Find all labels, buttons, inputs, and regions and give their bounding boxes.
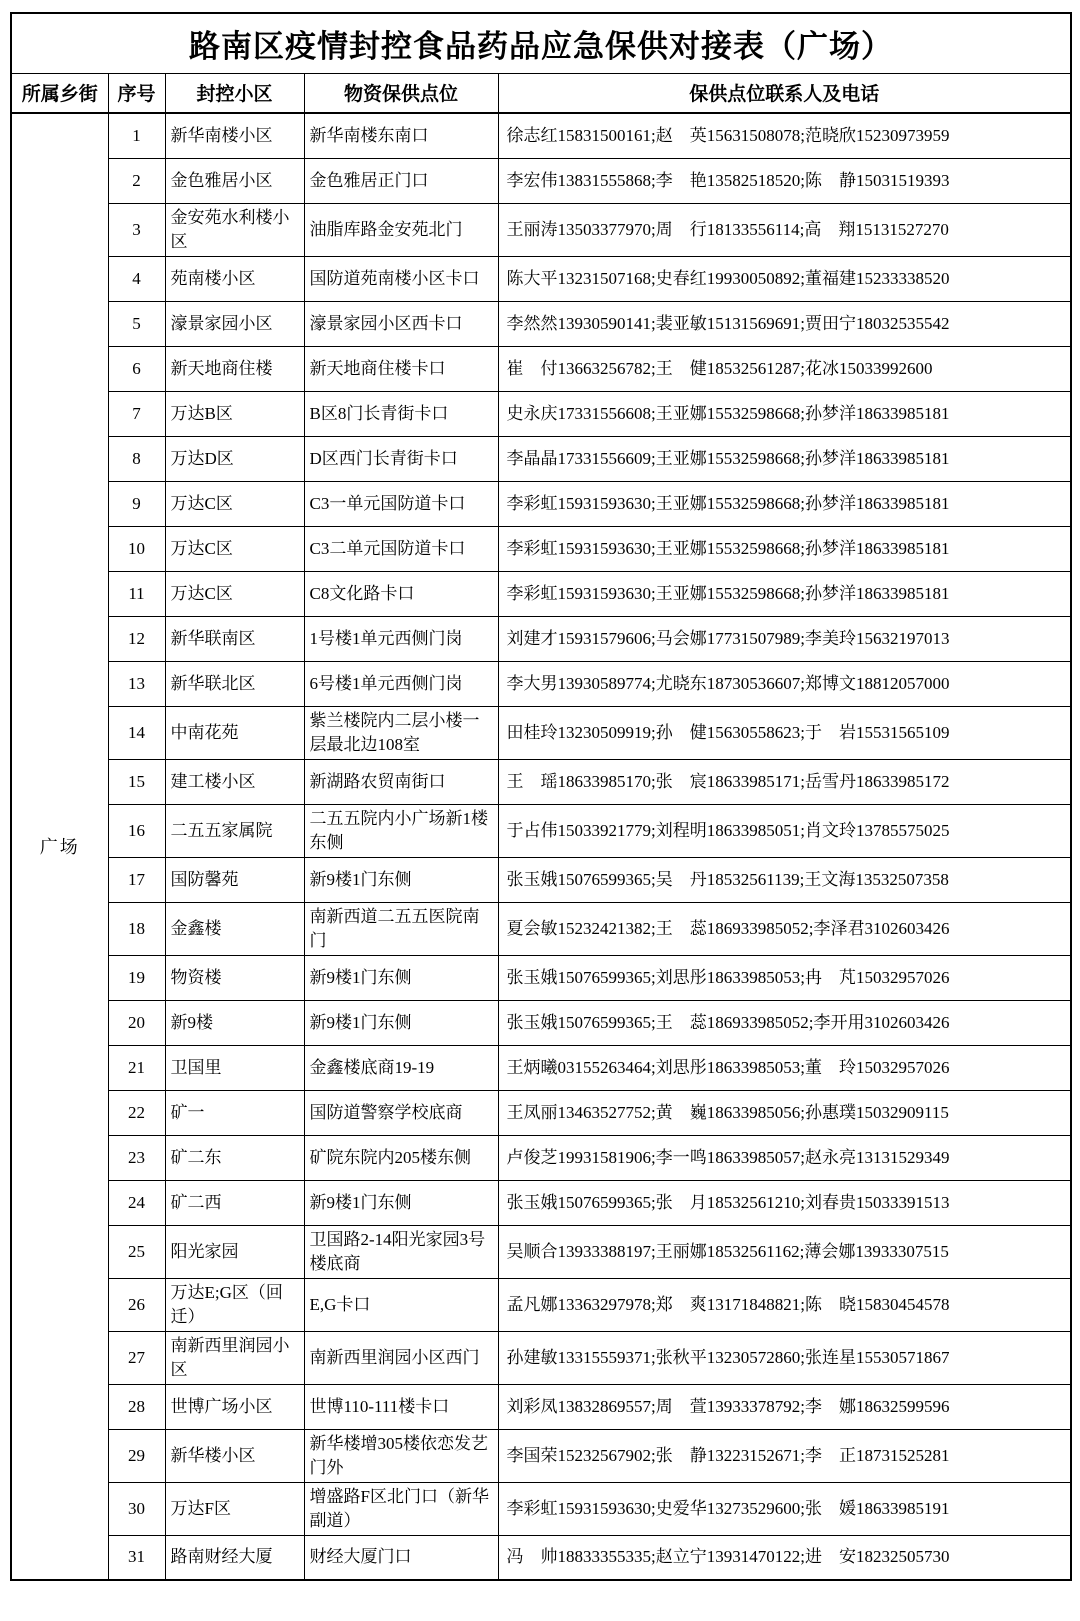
table-row bbox=[11, 661, 1071, 706]
seq-cell: 23 bbox=[108, 1135, 165, 1180]
contacts-cell: 卢俊芝19931581906;李一鸣18633985057;赵永亮13131529349 bbox=[498, 1135, 1071, 1180]
seq-cell: 20 bbox=[108, 1000, 165, 1045]
table-row bbox=[11, 1045, 1071, 1090]
point-cell: 财经大厦门口 bbox=[304, 1535, 498, 1580]
table-row bbox=[11, 256, 1071, 301]
point-cell: 新湖路农贸南街口 bbox=[304, 759, 498, 804]
table-row bbox=[11, 481, 1071, 526]
community-cell: 南新西里润园小区 bbox=[165, 1331, 304, 1384]
seq-cell: 11 bbox=[108, 571, 165, 616]
community-cell: 万达D区 bbox=[165, 436, 304, 481]
point-cell: 世博110-111楼卡口 bbox=[304, 1384, 498, 1429]
community-cell: 万达F区 bbox=[165, 1482, 304, 1535]
seq-cell: 5 bbox=[108, 301, 165, 346]
seq-cell: 2 bbox=[108, 158, 165, 203]
column-header-seq: 序号 bbox=[108, 73, 165, 113]
seq-cell: 13 bbox=[108, 661, 165, 706]
table-row bbox=[11, 1331, 1071, 1384]
community-cell: 矿二东 bbox=[165, 1135, 304, 1180]
table-row bbox=[11, 1000, 1071, 1045]
community-cell: 金色雅居小区 bbox=[165, 158, 304, 203]
point-cell: 新华南楼东南口 bbox=[304, 113, 498, 158]
community-cell: 新华楼小区 bbox=[165, 1429, 304, 1482]
table-row bbox=[11, 1180, 1071, 1225]
table-row bbox=[11, 113, 1071, 158]
column-header-row bbox=[11, 73, 1071, 113]
seq-cell: 6 bbox=[108, 346, 165, 391]
community-cell: 万达B区 bbox=[165, 391, 304, 436]
community-cell: 卫国里 bbox=[165, 1045, 304, 1090]
title-row bbox=[11, 13, 1071, 73]
seq-cell: 16 bbox=[108, 804, 165, 857]
community-cell: 万达C区 bbox=[165, 526, 304, 571]
column-header-community: 封控小区 bbox=[165, 73, 304, 113]
seq-cell: 31 bbox=[108, 1535, 165, 1580]
contacts-cell: 陈大平13231507168;史春红19930050892;董福建15233338520 bbox=[498, 256, 1071, 301]
contacts-cell: 徐志红15831500161;赵 英15631508078;范晓欣15230973959 bbox=[498, 113, 1071, 158]
seq-cell: 9 bbox=[108, 481, 165, 526]
contacts-cell: 李彩虹15931593630;王亚娜15532598668;孙梦洋18633985181 bbox=[498, 526, 1071, 571]
seq-cell: 28 bbox=[108, 1384, 165, 1429]
community-cell: 新9楼 bbox=[165, 1000, 304, 1045]
column-header-district: 所属乡街 bbox=[11, 73, 108, 113]
seq-cell: 21 bbox=[108, 1045, 165, 1090]
point-cell: D区西门长青街卡口 bbox=[304, 436, 498, 481]
table-row bbox=[11, 301, 1071, 346]
community-cell: 路南财经大厦 bbox=[165, 1535, 304, 1580]
table-row bbox=[11, 902, 1071, 955]
community-cell: 矿二西 bbox=[165, 1180, 304, 1225]
contacts-cell: 李彩虹15931593630;王亚娜15532598668;孙梦洋18633985181 bbox=[498, 481, 1071, 526]
seq-cell: 3 bbox=[108, 203, 165, 256]
table-row bbox=[11, 391, 1071, 436]
table-row bbox=[11, 158, 1071, 203]
community-cell: 中南花苑 bbox=[165, 706, 304, 759]
community-cell: 新天地商住楼 bbox=[165, 346, 304, 391]
community-cell: 金鑫楼 bbox=[165, 902, 304, 955]
contacts-cell: 崔 付13663256782;王 健18532561287;花冰15033992600 bbox=[498, 346, 1071, 391]
point-cell: 国防道警察学校底商 bbox=[304, 1090, 498, 1135]
contacts-cell: 张玉娥15076599365;王 蕊186933985052;李开用3102603426 bbox=[498, 1000, 1071, 1045]
seq-cell: 30 bbox=[108, 1482, 165, 1535]
table-row bbox=[11, 346, 1071, 391]
contacts-cell: 王凤丽13463527752;黄 巍18633985056;孙惠璞15032909115 bbox=[498, 1090, 1071, 1135]
community-cell: 新华联南区 bbox=[165, 616, 304, 661]
community-cell: 二五五家属院 bbox=[165, 804, 304, 857]
seq-cell: 27 bbox=[108, 1331, 165, 1384]
community-cell: 万达E;G区（回迁） bbox=[165, 1278, 304, 1331]
contacts-cell: 吴顺合13933388197;王丽娜18532561162;薄会娜13933307515 bbox=[498, 1225, 1071, 1278]
table-row bbox=[11, 706, 1071, 759]
community-cell: 濠景家园小区 bbox=[165, 301, 304, 346]
point-cell: 国防道苑南楼小区卡口 bbox=[304, 256, 498, 301]
community-cell: 苑南楼小区 bbox=[165, 256, 304, 301]
contacts-cell: 李彩虹15931593630;王亚娜15532598668;孙梦洋18633985181 bbox=[498, 571, 1071, 616]
point-cell: C8文化路卡口 bbox=[304, 571, 498, 616]
seq-cell: 10 bbox=[108, 526, 165, 571]
contacts-cell: 冯 帅18833355335;赵立宁13931470122;进 安18232505730 bbox=[498, 1535, 1071, 1580]
contacts-cell: 李然然13930590141;裴亚敏15131569691;贾田宁18032535542 bbox=[498, 301, 1071, 346]
point-cell: 新华楼增305楼依恋发艺门外 bbox=[304, 1429, 498, 1482]
point-cell: 金色雅居正门口 bbox=[304, 158, 498, 203]
community-cell: 新华联北区 bbox=[165, 661, 304, 706]
seq-cell: 18 bbox=[108, 902, 165, 955]
contacts-cell: 田桂玲13230509919;孙 健15630558623;于 岩15531565109 bbox=[498, 706, 1071, 759]
point-cell: 卫国路2-14阳光家园3号楼底商 bbox=[304, 1225, 498, 1278]
page-title: 路南区疫情封控食品药品应急保供对接表（广场） bbox=[11, 13, 1071, 73]
seq-cell: 19 bbox=[108, 955, 165, 1000]
point-cell: 新9楼1门东侧 bbox=[304, 955, 498, 1000]
contacts-cell: 张玉娥15076599365;刘思彤18633985053;冉 芃15032957026 bbox=[498, 955, 1071, 1000]
contacts-cell: 孙建敏13315559371;张秋平13230572860;张连星15530571867 bbox=[498, 1331, 1071, 1384]
point-cell: 南新西里润园小区西门 bbox=[304, 1331, 498, 1384]
contacts-cell: 王丽涛13503377970;周 行18133556114;高 翔15131527270 bbox=[498, 203, 1071, 256]
table-row bbox=[11, 804, 1071, 857]
table-row bbox=[11, 436, 1071, 481]
column-header-contacts: 保供点位联系人及电话 bbox=[498, 73, 1071, 113]
seq-cell: 14 bbox=[108, 706, 165, 759]
table-row bbox=[11, 616, 1071, 661]
contacts-cell: 孟凡娜13363297978;郑 爽13171848821;陈 晓15830454578 bbox=[498, 1278, 1071, 1331]
seq-cell: 29 bbox=[108, 1429, 165, 1482]
point-cell: C3一单元国防道卡口 bbox=[304, 481, 498, 526]
table-row bbox=[11, 1225, 1071, 1278]
contacts-cell: 王 瑶18633985170;张 宸18633985171;岳雪丹18633985172 bbox=[498, 759, 1071, 804]
point-cell: 1号楼1单元西侧门岗 bbox=[304, 616, 498, 661]
table-row bbox=[11, 1482, 1071, 1535]
point-cell: 濠景家园小区西卡口 bbox=[304, 301, 498, 346]
point-cell: 金鑫楼底商19-19 bbox=[304, 1045, 498, 1090]
contacts-cell: 刘彩凤13832869557;周 萱13933378792;李 娜18632599596 bbox=[498, 1384, 1071, 1429]
table-row bbox=[11, 759, 1071, 804]
contacts-cell: 李国荣15232567902;张 静13223152671;李 正18731525281 bbox=[498, 1429, 1071, 1482]
table-row bbox=[11, 203, 1071, 256]
contacts-cell: 张玉娥15076599365;张 月18532561210;刘春贵15033391513 bbox=[498, 1180, 1071, 1225]
seq-cell: 7 bbox=[108, 391, 165, 436]
seq-cell: 17 bbox=[108, 857, 165, 902]
point-cell: 新9楼1门东侧 bbox=[304, 1000, 498, 1045]
contacts-cell: 刘建才15931579606;马会娜17731507989;李美玲15632197013 bbox=[498, 616, 1071, 661]
community-cell: 世博广场小区 bbox=[165, 1384, 304, 1429]
community-cell: 新华南楼小区 bbox=[165, 113, 304, 158]
point-cell: C3二单元国防道卡口 bbox=[304, 526, 498, 571]
table-row bbox=[11, 1278, 1071, 1331]
point-cell: 矿院东院内205楼东侧 bbox=[304, 1135, 498, 1180]
table-row bbox=[11, 857, 1071, 902]
community-cell: 国防馨苑 bbox=[165, 857, 304, 902]
point-cell: 新9楼1门东侧 bbox=[304, 857, 498, 902]
column-header-point: 物资保供点位 bbox=[304, 73, 498, 113]
point-cell: 油脂库路金安苑北门 bbox=[304, 203, 498, 256]
seq-cell: 1 bbox=[108, 113, 165, 158]
contacts-cell: 李晶晶17331556609;王亚娜15532598668;孙梦洋18633985181 bbox=[498, 436, 1071, 481]
table-row bbox=[11, 1384, 1071, 1429]
community-cell: 万达C区 bbox=[165, 481, 304, 526]
table-row bbox=[11, 1535, 1071, 1580]
point-cell: 增盛路F区北门口（新华副道） bbox=[304, 1482, 498, 1535]
contacts-cell: 王炳曦03155263464;刘思彤18633985053;董 玲15032957026 bbox=[498, 1045, 1071, 1090]
seq-cell: 26 bbox=[108, 1278, 165, 1331]
supply-table bbox=[10, 12, 1072, 1581]
community-cell: 阳光家园 bbox=[165, 1225, 304, 1278]
point-cell: 新天地商住楼卡口 bbox=[304, 346, 498, 391]
seq-cell: 24 bbox=[108, 1180, 165, 1225]
contacts-cell: 李大男13930589774;尤晓东18730536607;郑博文18812057000 bbox=[498, 661, 1071, 706]
point-cell: 紫兰楼院内二层小楼一层最北边108室 bbox=[304, 706, 498, 759]
seq-cell: 22 bbox=[108, 1090, 165, 1135]
seq-cell: 12 bbox=[108, 616, 165, 661]
point-cell: 6号楼1单元西侧门岗 bbox=[304, 661, 498, 706]
district-cell: 广场 bbox=[11, 113, 108, 1580]
contacts-cell: 李彩虹15931593630;史爱华13273529600;张 媛18633985191 bbox=[498, 1482, 1071, 1535]
table-row bbox=[11, 526, 1071, 571]
community-cell: 万达C区 bbox=[165, 571, 304, 616]
point-cell: 南新西道二五五医院南门 bbox=[304, 902, 498, 955]
contacts-cell: 史永庆17331556608;王亚娜15532598668;孙梦洋18633985181 bbox=[498, 391, 1071, 436]
community-cell: 建工楼小区 bbox=[165, 759, 304, 804]
table-row bbox=[11, 1135, 1071, 1180]
community-cell: 物资楼 bbox=[165, 955, 304, 1000]
point-cell: 新9楼1门东侧 bbox=[304, 1180, 498, 1225]
seq-cell: 4 bbox=[108, 256, 165, 301]
table-row bbox=[11, 1429, 1071, 1482]
seq-cell: 15 bbox=[108, 759, 165, 804]
contacts-cell: 于占伟15033921779;刘程明18633985051;肖文玲13785575025 bbox=[498, 804, 1071, 857]
point-cell: B区8门长青街卡口 bbox=[304, 391, 498, 436]
seq-cell: 8 bbox=[108, 436, 165, 481]
community-cell: 金安苑水利楼小区 bbox=[165, 203, 304, 256]
community-cell: 矿一 bbox=[165, 1090, 304, 1135]
contacts-cell: 夏会敏15232421382;王 蕊186933985052;李泽君3102603426 bbox=[498, 902, 1071, 955]
table-row bbox=[11, 1090, 1071, 1135]
table-row bbox=[11, 571, 1071, 616]
point-cell: 二五五院内小广场新1楼东侧 bbox=[304, 804, 498, 857]
seq-cell: 25 bbox=[108, 1225, 165, 1278]
table-row bbox=[11, 955, 1071, 1000]
contacts-cell: 李宏伟13831555868;李 艳13582518520;陈 静15031519393 bbox=[498, 158, 1071, 203]
contacts-cell: 张玉娥15076599365;吴 丹18532561139;王文海13532507358 bbox=[498, 857, 1071, 902]
point-cell: E,G卡口 bbox=[304, 1278, 498, 1331]
